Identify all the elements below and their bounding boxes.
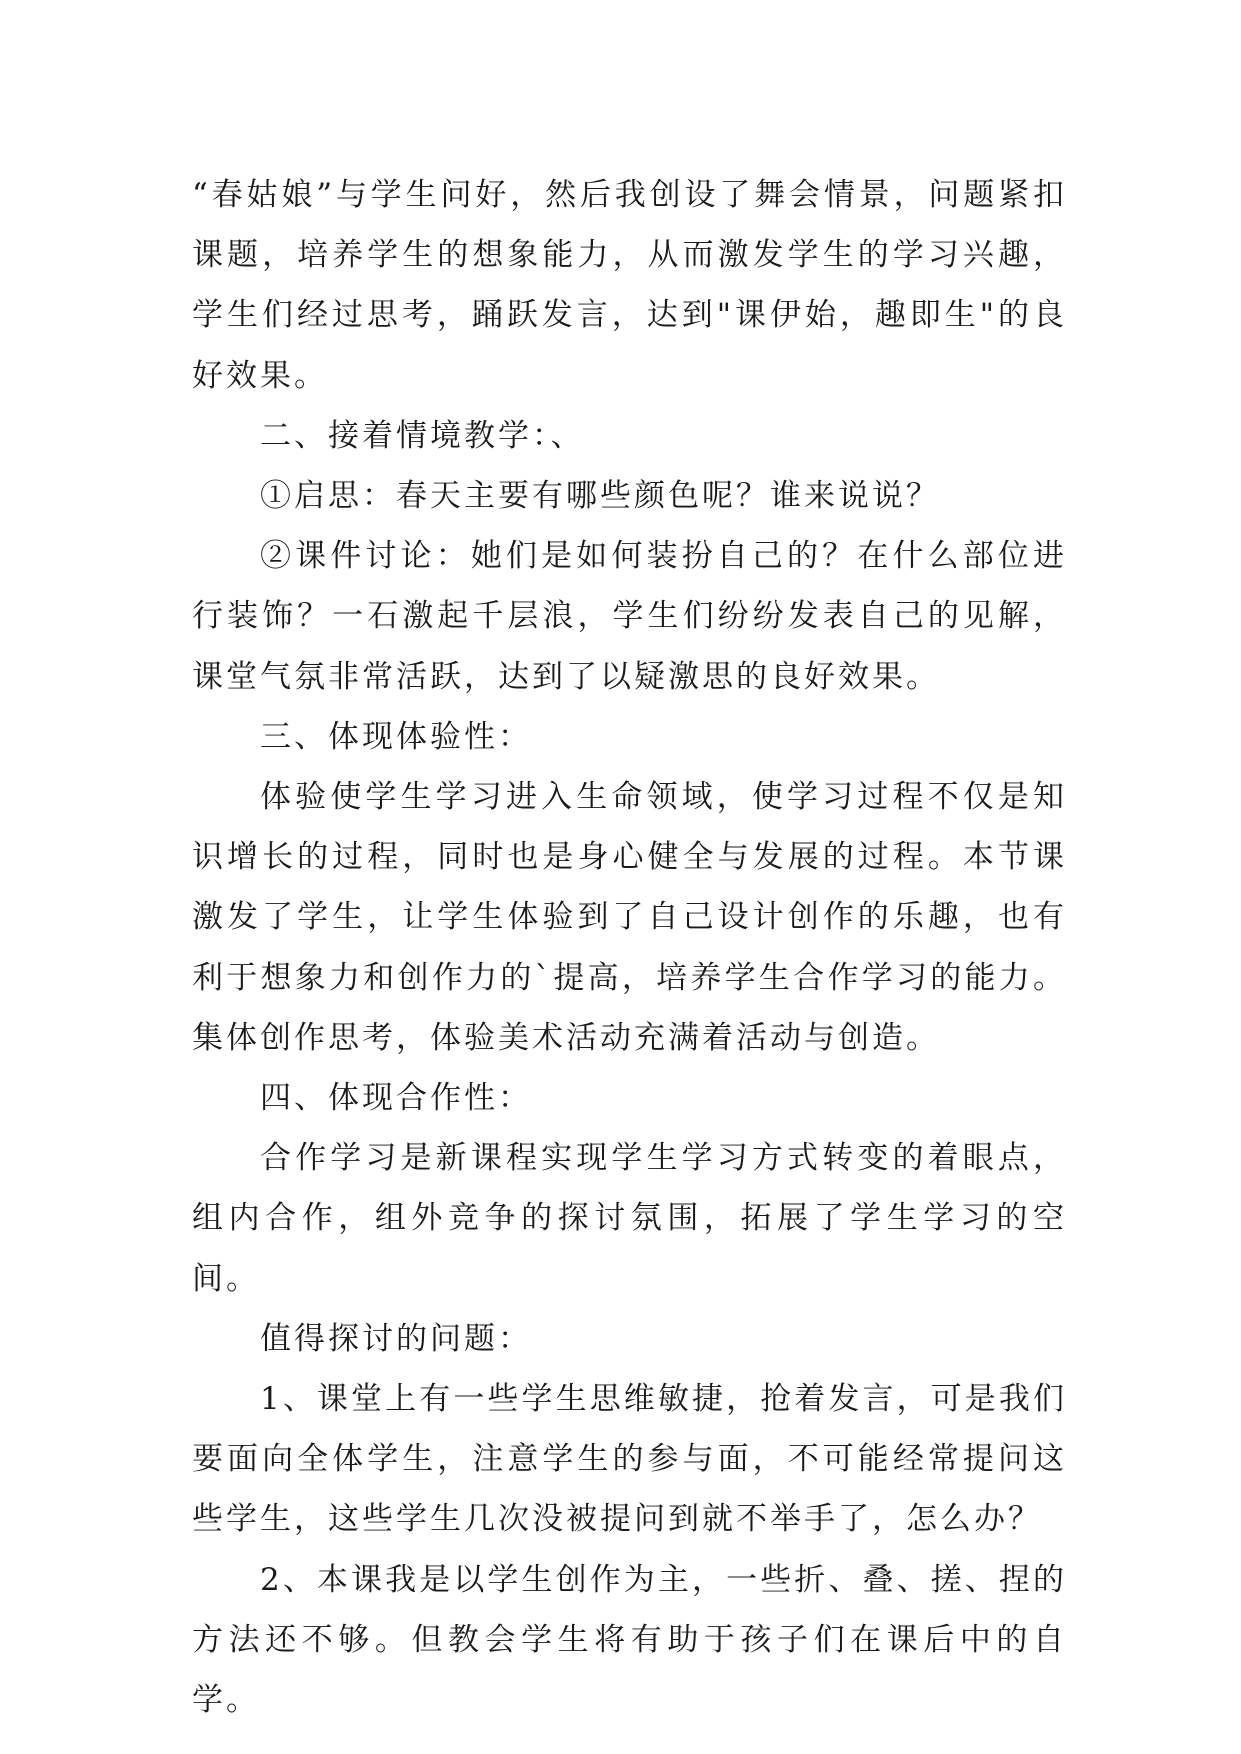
heading-issues: 值得探讨的问题：: [260, 1320, 532, 1357]
paragraph-item-1: ①启思：春天主要有哪些颜色呢？谁来说说？: [260, 478, 940, 515]
paragraph-item-2: ②课件讨论：她们是如何装扮自己的？在什么部位进行装饰？一石激起千层浪，学生们纷纷发表自己的见解，课堂气氛非常活跃，达到了以疑激思的良好效果。: [192, 538, 1067, 695]
paragraph-intro-continuation: “春姑娘”与学生问好，然后我创设了舞会情景，问题紧扣课题，培养学生的想象能力，从而激发学生的学习兴趣，学生们经过思考，踊跃发言，达到"课伊始，趣即生"的良好效果。: [192, 177, 1067, 394]
document-body: [192, 165, 1067, 1730]
heading-section-2: 二、接着情境教学：、: [260, 417, 585, 454]
paragraph-experience: 体验使学生学习进入生命领域，使学习过程不仅是知识增长的过程，同时也是身心健全与发展的过程。本节课激发了学生，让学生体验到了自己设计创作的乐趣，也有利于想象力和创作力的`提高，培养学生合作学习的能力。集体创作思考，体验美术活动充满着活动与创造。: [192, 779, 1067, 1056]
paragraph-issue-2: 2、本课我是以学生创作为主，一些折、叠、搓、捏的方法还不够。但教会学生将有助于孩子们在课后中的自学。: [192, 1561, 1067, 1719]
heading-section-4: 四、体现合作性：: [260, 1080, 532, 1117]
heading-section-3: 三、体现体验性：: [260, 718, 532, 755]
paragraph-cooperation: 合作学习是新课程实现学生学习方式转变的着眼点，组内合作，组外竞争的探讨氛围，拓展了学生学习的空间。: [192, 1140, 1067, 1297]
paragraph-issue-1: 1、课堂上有一些学生思维敏捷，抢着发言，可是我们要面向全体学生，注意学生的参与面，不可能经常提问这些学生，这些学生几次没被提问到就不举手了，怎么办？: [192, 1381, 1067, 1538]
